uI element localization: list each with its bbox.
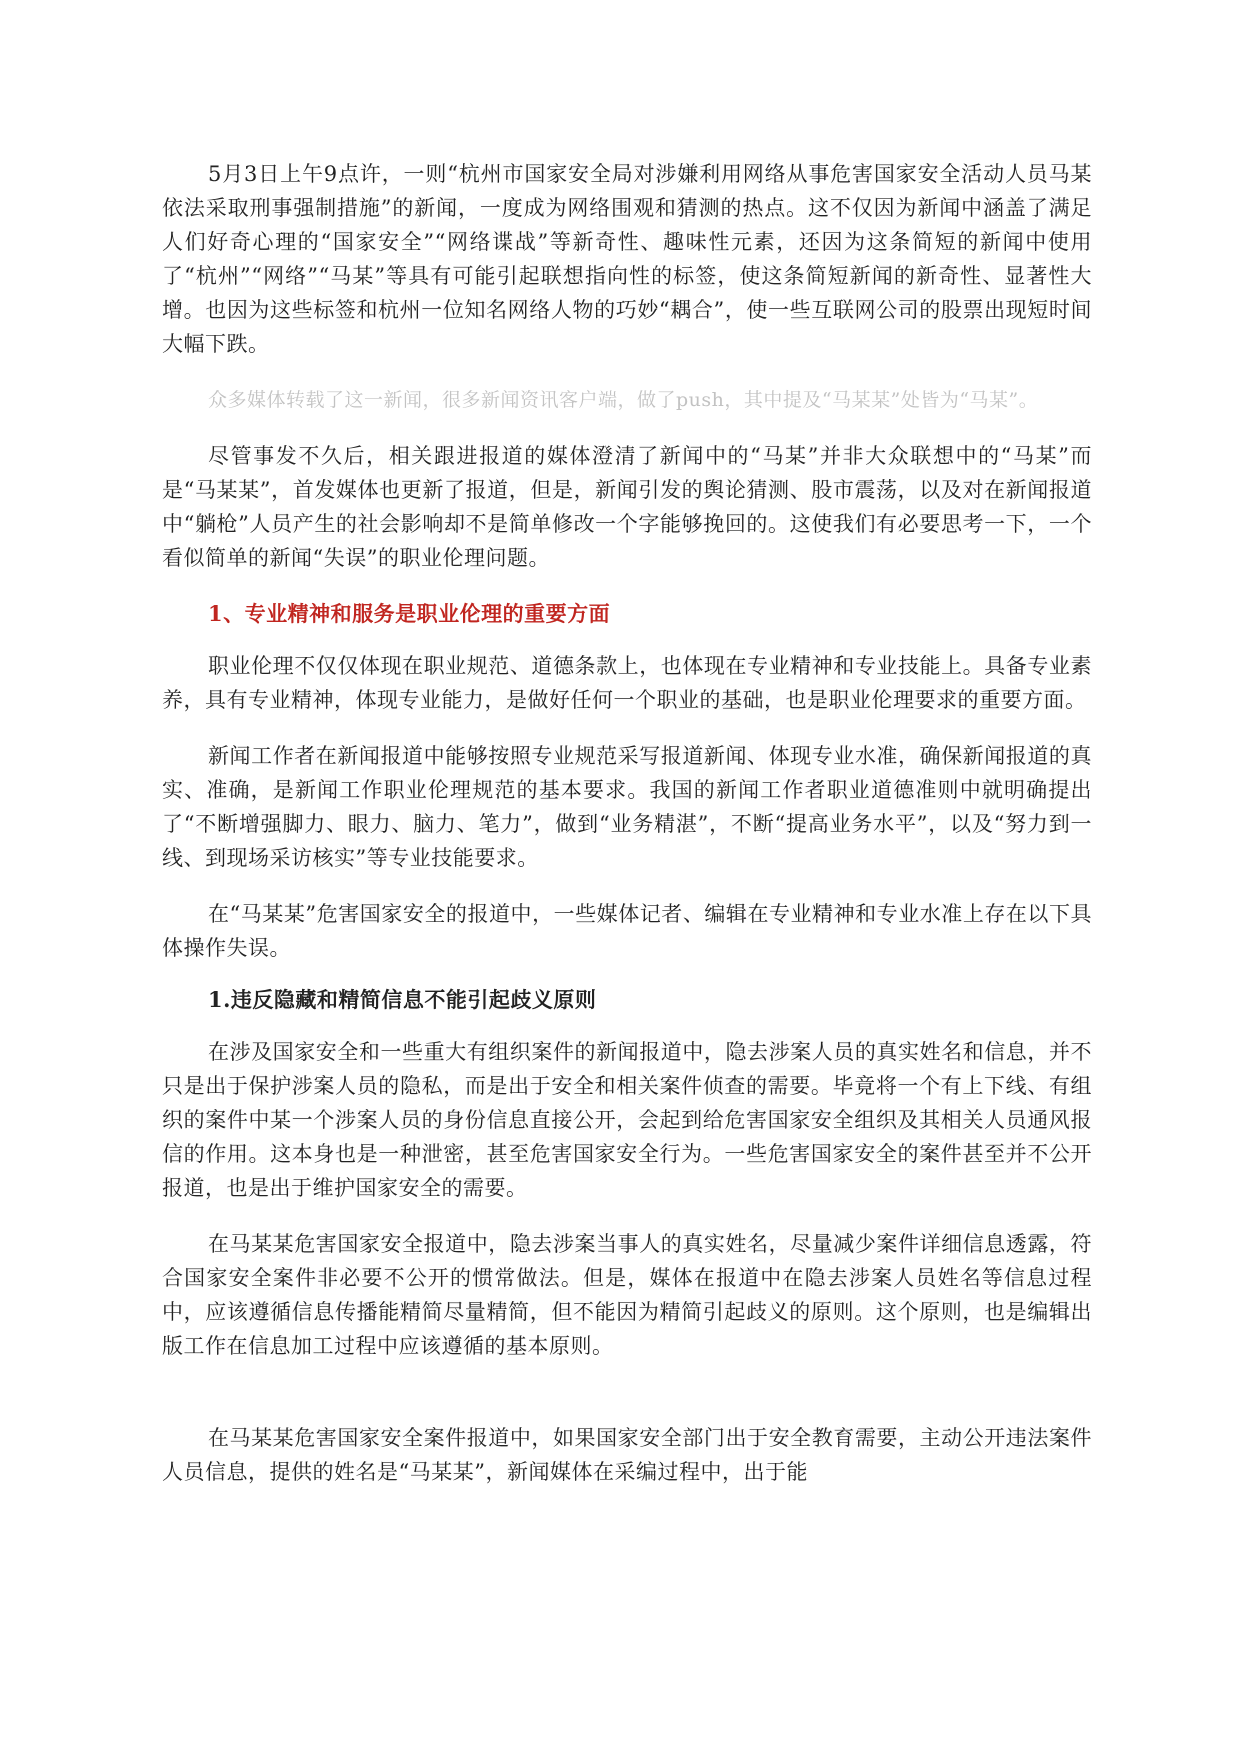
paragraph-case-reporting: 在马某某危害国家安全案件报道中，如果国家安全部门出于安全教育需要，主动公开违法案件人员信息，提供的姓名是“马某某”，新闻媒体在采编过程中，出于能 [162, 1426, 1092, 1484]
paragraph-hiding-info: 在涉及国家安全和一些重大有组织案件的新闻报道中，隐去涉案人员的真实姓名和信息，并不只是出于保护涉案人员的隐私，而是出于安全和相关案件侦查的需要。毕竟将一个有上下线、有组织的案件中某一个涉案人员的身份信息直接公开，会起到给危害国家安全组织及其相关人员通风报信的作用。这本身也是一种泄密，甚至危害国家安全行为。一些危害国家安全的案件甚至并不公开报道，也是出于维护国家安全的需要。 [162, 1040, 1092, 1200]
paragraph-professional-ethics: 职业伦理不仅仅体现在职业规范、道德条款上，也体现在专业精神和专业技能上。具备专业素养，具有专业精神，体现专业能力，是做好任何一个职业的基础，也是职业伦理要求的重要方面。 [162, 654, 1092, 712]
section-heading-1: 1、专业精神和服务是职业伦理的重要方面 [208, 601, 611, 626]
paragraph-operational-errors: 在“马某某”危害国家安全的报道中，一些媒体记者、编辑在专业精神和专业水准上存在以下具体操作失误。 [162, 902, 1092, 960]
paragraph-intro: 5月3日上午9点许，一则“杭州市国家安全局对涉嫌利用网络从事危害国家安全活动人员马某依法采取刑事强制措施”的新闻，一度成为网络围观和猜测的热点。这不仅因为新闻中涵盖了满足人们好奇心理的“国家安全”“网络谍战”等新奇性、趣味性元素，还因为这条简短的新闻中使用了“杭州”“网络”“马某”等具有可能引起联想指向性的标签，使这条简短新闻的新奇性、显著性大增。也因为这些标签和杭州一位知名网络人物的巧妙“耦合”，使一些互联网公司的股票出现短时间大幅下跌。 [162, 162, 1092, 356]
article-body [162, 157, 1092, 1489]
paragraph-journalist-standards: 新闻工作者在新闻报道中能够按照专业规范采写报道新闻、体现专业水准，确保新闻报道的真实、准确，是新闻工作职业伦理规范的基本要求。我国的新闻工作者职业道德准则中就明确提出了“不断增强脚力、眼力、脑力、笔力”，做到“业务精湛”，不断“提高业务水平”，以及“努力到一线、到现场采访核实”等专业技能要求。 [162, 744, 1092, 870]
paragraph-clarification: 尽管事发不久后，相关跟进报道的媒体澄清了新闻中的“马某”并非大众联想中的“马某”而是“马某某”，首发媒体也更新了报道，但是，新闻引发的舆论猜测、股市震荡，以及对在新闻报道中“躺枪”人员产生的社会影响却不是简单修改一个字能够挽回的。这使我们有必要思考一下，一个看似简单的新闻“失误”的职业伦理问题。 [162, 444, 1092, 570]
subsection-heading-1: 1.违反隐藏和精简信息不能引起歧义原则 [208, 987, 597, 1012]
paragraph-faded-note: 众多媒体转载了这一新闻，很多新闻资讯客户端，做了push，其中提及“马某某”处皆为“马某”。 [208, 389, 1039, 411]
paragraph-concise-principle: 在马某某危害国家安全报道中，隐去涉案当事人的真实姓名，尽量减少案件详细信息透露，符合国家安全案件非必要不公开的惯常做法。但是，媒体在报道中在隐去涉案人员姓名等信息过程中，应该遵循信息传播能精简尽量精简，但不能因为精简引起歧义的原则。这个原则，也是编辑出版工作在信息加工过程中应该遵循的基本原则。 [162, 1232, 1092, 1358]
